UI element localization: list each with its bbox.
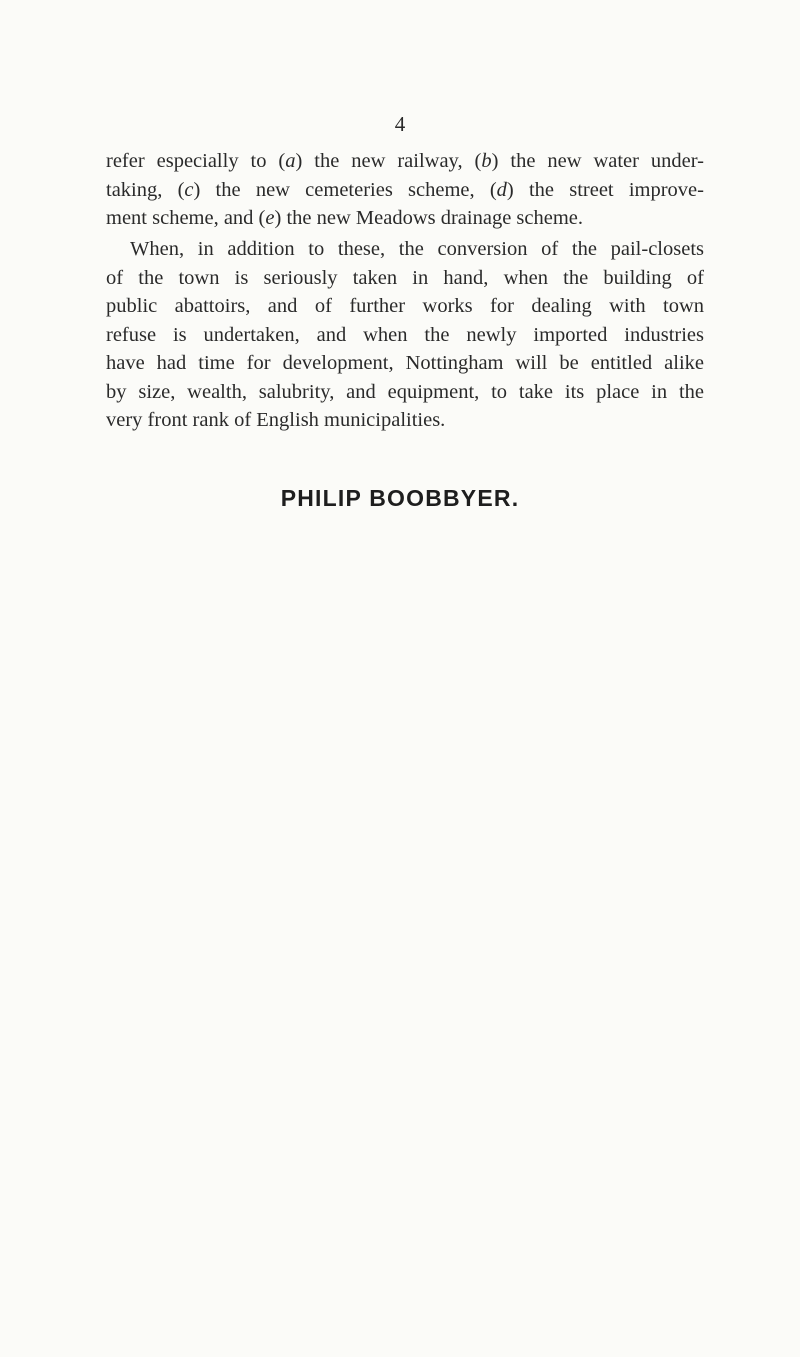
text-segment: taking, (: [106, 178, 185, 201]
text-line: very front rank of English municipalities.: [106, 409, 446, 431]
text-segment: ) the new railway, (: [295, 150, 482, 172]
text-line: [106, 147, 704, 176]
text-line: refuse is undertaken, and when the newly imported industries: [106, 323, 704, 346]
page-number: 4: [394, 112, 406, 136]
text-line: When, in addition to these, the conversion of the pail-closets: [130, 238, 704, 260]
text-line: [106, 204, 704, 233]
text-segment: ) the new cemeteries scheme, (: [193, 178, 497, 201]
paragraph-conclusion: [106, 235, 704, 435]
italic-letter: a: [285, 150, 296, 172]
text-line: by size, wealth, salubrity, and equipment, to take its place in the: [106, 380, 704, 403]
text-segment: ) the new water under-: [491, 150, 704, 172]
text-segment: ment scheme, and (: [106, 207, 266, 229]
text-line: public abattoirs, and of further works for dealing with town: [106, 295, 704, 317]
italic-letter: b: [481, 150, 492, 172]
italic-letter: e: [265, 207, 275, 229]
author-signature: PHILIP BOOBBYER.: [280, 485, 520, 511]
italic-letter: d: [496, 178, 507, 201]
text-segment: ) the new Meadows drainage scheme.: [274, 207, 584, 229]
paragraph-schemes: [106, 147, 704, 233]
italic-letter: c: [184, 178, 194, 201]
text-segment: refer especially to (: [106, 150, 286, 172]
text-line: have had time for development, Nottingham will be entitled alike: [106, 352, 704, 374]
text-segment: ) the street improve-: [506, 178, 704, 201]
text-line: of the town is seriously taken in hand, when the building of: [106, 266, 704, 289]
text-line: [106, 176, 704, 205]
